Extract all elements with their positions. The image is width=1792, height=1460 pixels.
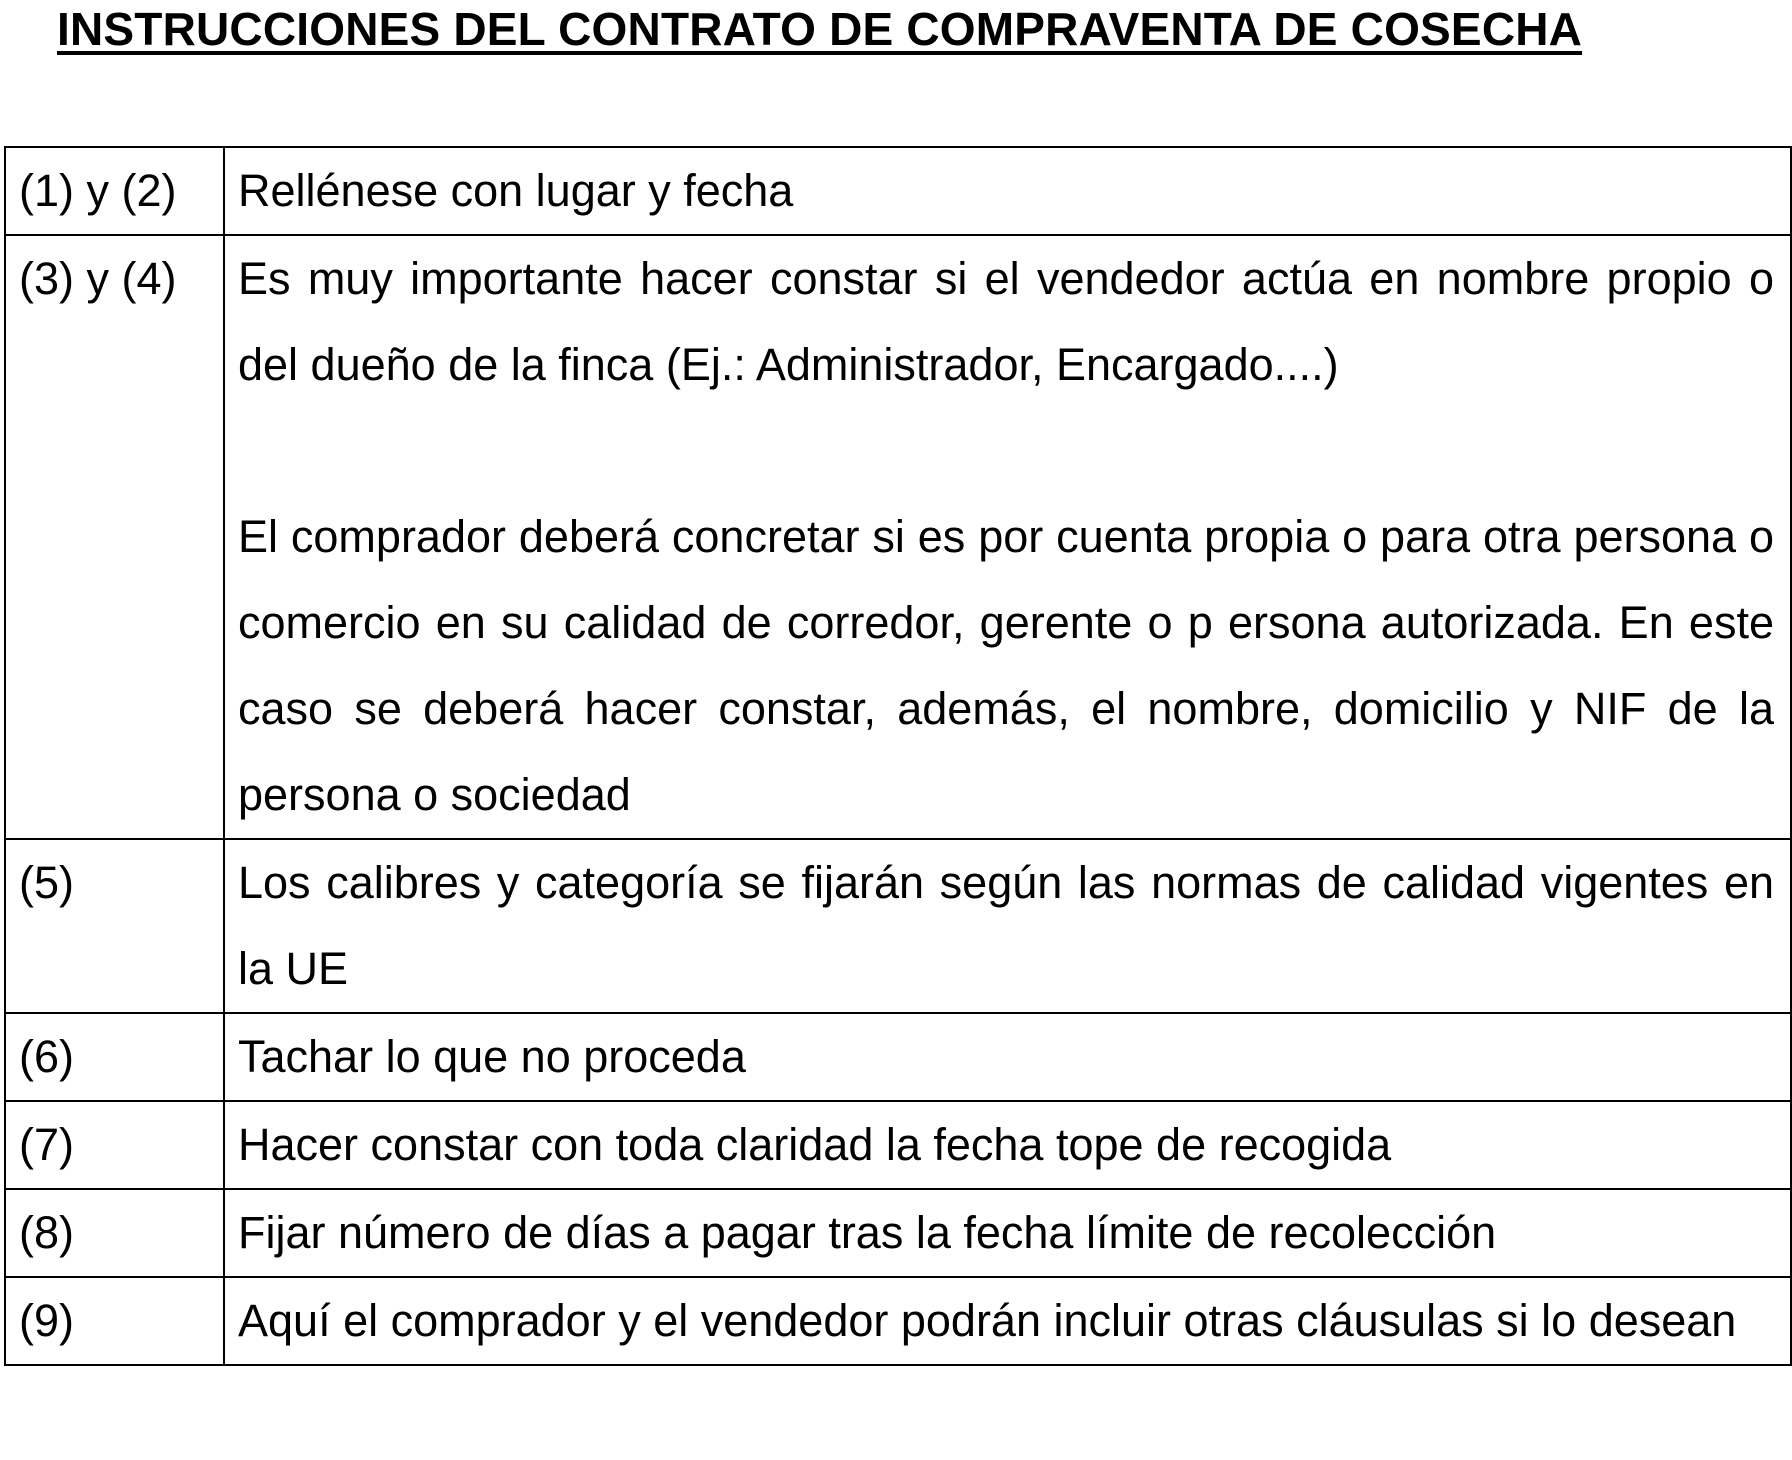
instruction-cell <box>224 1277 1791 1365</box>
reference-cell: (3) y (4) <box>5 235 224 839</box>
reference-cell: (7) <box>5 1101 224 1189</box>
table-row <box>5 147 1791 235</box>
table-row <box>5 235 1791 839</box>
instruction-cell <box>224 839 1791 1013</box>
table-row <box>5 1189 1791 1277</box>
reference-cell: (9) <box>5 1277 224 1365</box>
page-title: INSTRUCCIONES DEL CONTRATO DE COMPRAVENTA DE COSECHA <box>57 3 1583 55</box>
instruction-cell <box>224 147 1791 235</box>
reference-cell: (6) <box>5 1013 224 1101</box>
instruction-text: Fijar número de días a pagar tras la fecha límite de recolección <box>238 1207 1497 1258</box>
instruction-cell <box>224 1101 1791 1189</box>
instructions-table <box>4 146 1792 1366</box>
instruction-text: Aquí el comprador y el vendedor podrán incluir otras cláusulas si lo desean <box>238 1295 1737 1346</box>
table-row <box>5 1277 1791 1365</box>
table-row <box>5 1013 1791 1101</box>
instruction-cell <box>224 1013 1791 1101</box>
instruction-text: Es muy importante hacer constar si el vendedor actúa en nombre propio o del dueño de la finca (Ej.: Administrador, Encargado....) <box>238 253 1774 390</box>
reference-cell: (1) y (2) <box>5 147 224 235</box>
reference-cell: (5) <box>5 839 224 1013</box>
instruction-cell <box>224 1189 1791 1277</box>
instruction-cell <box>224 235 1791 839</box>
table-row <box>5 1101 1791 1189</box>
instruction-text: Los calibres y categoría se fijarán según las normas de calidad vigentes en la UE <box>238 857 1774 994</box>
reference-cell: (8) <box>5 1189 224 1277</box>
instruction-text: Tachar lo que no proceda <box>238 1031 746 1082</box>
table-row <box>5 839 1791 1013</box>
instruction-text: El comprador deberá concretar si es por cuenta propia o para otra persona o comercio en su calidad de corredor, gerente o p ersona autorizada. En este caso se deberá hacer constar, además, el nombre, domicilio y NIF de la persona o sociedad <box>238 511 1774 820</box>
instruction-text: Hacer constar con toda claridad la fecha tope de recogida <box>238 1119 1392 1170</box>
instruction-text: Rellénese con lugar y fecha <box>238 165 794 216</box>
